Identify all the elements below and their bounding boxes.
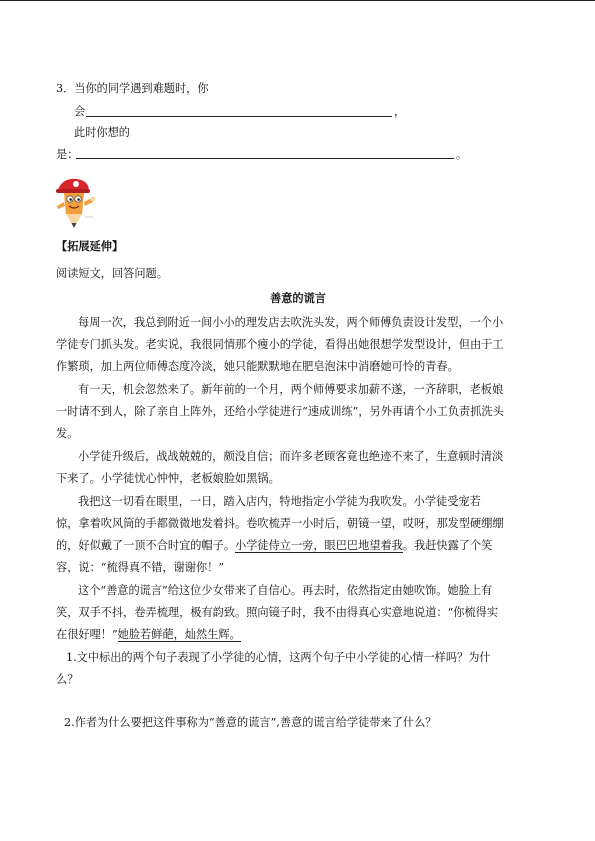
passage-p5-line2: 笑，双手不抖，卷弄梳理，极有韵致。照向镜子时，我不由得真心实意地说道：“你梳得实 — [56, 606, 499, 619]
section-title: 【拓展延伸】 — [56, 240, 124, 253]
page-top-border — [0, 0, 595, 1]
cartoon-pencil-mascot-icon — [52, 176, 96, 232]
question-1-line2: 么？ — [56, 673, 79, 686]
q3-line3: 此时你想的 — [74, 126, 130, 139]
passage-p2-line3: 发。 — [56, 427, 79, 440]
passage-p3-line2: 下来了。小学徒忧心忡忡，老板娘脸如黑锅。 — [56, 472, 280, 485]
question-1-line1: 1.文中标出的两个句子表现了小学徒的心情，这两个句子中小学徒的心情一样吗？为什 — [66, 651, 491, 664]
passage-p5-line3-text: 在很好哩！” — [56, 628, 118, 641]
story-title: 善意的谎言 — [270, 292, 326, 305]
passage-p4-line3 — [56, 537, 492, 553]
q3-answer-blank-2[interactable] — [76, 158, 454, 159]
question-2: 2.作者为什么要把这件事称为“善意的谎言”,善意的谎言给学徒带来了什么？ — [64, 716, 437, 729]
passage-p1-line3: 作繁琐，加上两位师傅态度冷淡，她只能默默地在肥皂泡沫中消磨她可怜的青春。 — [56, 360, 459, 373]
passage-p3-line1: 小学徒升级后，战战兢兢的，颇没自信；而许多老顾客竟也绝迹不来了，生意顿时清淡 — [78, 450, 504, 463]
q3-line1: 3．当你的同学遇到难题时，你 — [56, 82, 209, 95]
q3-answer-blank-1[interactable] — [86, 116, 392, 117]
passage-p1-line1: 每周一次，我总到附近一间小小的理发店去吹洗头发，两个师傅负责设计发型，一个小 — [78, 316, 504, 329]
passage-p4-line2: 惊，拿着吹风筒的手都微微地发着抖。卷吹梳弄一小时后，朝镜一望，哎呀，那发型硬绷绷 — [56, 517, 504, 530]
passage-p4-line4: 容，说：“梳得真不错，谢谢你！” — [56, 561, 225, 574]
reading-instruction: 阅读短文，回答问题。 — [56, 267, 168, 280]
q3-line4-prefix: 是： — [56, 148, 79, 161]
passage-p4-line1: 我把这一切看在眼里，一日，踏入店内，特地指定小学徒为我吹发。小学徒受宠若 — [78, 495, 481, 508]
q3-line2-suffix: ， — [394, 105, 406, 118]
underlined-sentence-2: 她脸若鲜葩，灿然生辉。 — [117, 628, 241, 641]
passage-p4-line3-after: 。我赶快露了个笑 — [402, 539, 493, 552]
passage-p4-line3-text: 的，好似戴了一顶不合时宜的帽子。 — [56, 539, 236, 552]
passage-p5-line3 — [56, 626, 241, 642]
underlined-sentence-1: 小学徒侍立一旁，眼巴巴地望着我 — [235, 539, 403, 552]
q3-line2-prefix: 会 — [74, 105, 86, 118]
passage-p1-line2: 学徒专门抓头发。老实说，我很同情那个瘦小的学徒，看得出她很想学发型设计，但由于工 — [56, 338, 504, 351]
passage-p2-line1: 有一天，机会忽然来了。新年前的一个月，两个师傅要求加薪不遂，一齐辞职，老板娘 — [78, 383, 504, 396]
q3-line4-suffix: 。 — [456, 148, 468, 161]
passage-p2-line2: 一时请不到人，除了亲自上阵外，还给小学徒进行“速成训练”，另外再请个小工负责抓洗头 — [56, 405, 504, 418]
passage-p5-line1: 这个“善意的谎言”给这位少女带来了自信心。再去时，依然指定由她吹饰。她脸上有 — [78, 584, 493, 597]
